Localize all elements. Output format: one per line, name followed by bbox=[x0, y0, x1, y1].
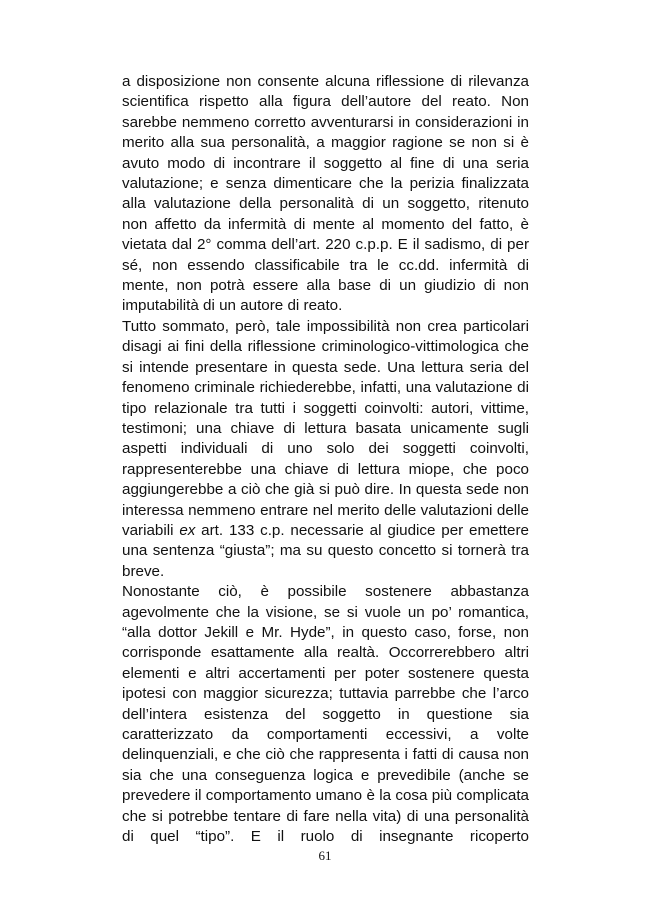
paragraph-1-text: a disposizione non consente alcuna riflessione di rilevanza scientifica rispetto alla figura dell’autore del reato. Non sarebbe nemmeno corretto avventurarsi in considerazioni in merito alla sua personalità, a maggior ragione se non si è avuto modo di incontrare il soggetto al fine di una seria valutazione; e senza dimenticare che la perizia finalizzata alla valutazione della personalità di un soggetto, ritenuto non affetto da infermità di mente al momento del fatto, è vietata dal 2° comma dell’art. 220 c.p.p. E il sadismo, di per sé, non essendo classificabile tra le cc.dd. infermità di mente, non potrà essere alla base di un giudizio di non imputabilità di un autore di reato. bbox=[122, 73, 529, 315]
page-number: 61 bbox=[318, 848, 332, 863]
body-text bbox=[122, 72, 529, 847]
paragraph-2-italic-ex: ex bbox=[179, 521, 196, 539]
paragraph-3-text: Nonostante ciò, è possibile sostenere abbastanza agevolmente che la visione, se si vuole un po’ romantica, “alla dottor Jekill e Mr. Hyde”, in questo caso, forse, non corrisponde esattamente alla realtà. Occorrerebbero altri elementi e altri accertamenti per poter sostenere questa ipotesi con maggior sicurezza; tuttavia parrebbe che l’arco dell’intera esistenza del soggetto in questione sia caratterizzato da comportamenti eccessivi, a volte delinquenziali, e che ciò che rappresenta i fatti di causa non sia che una conseguenza logica e prevedibile (anche se prevedere il comportamento umano è la cosa più complicata che si potrebbe tentare di fare nella vita) di una personalità di quel “tipo”. E il ruolo di insegnante ricoperto bbox=[122, 583, 529, 846]
paragraph-2-text-a: Tutto sommato, però, tale impossibilità non crea particolari disagi ai fini della riflessione criminologico-vittimologica che si intende presentare in questa sede. Una lettura seria del fenomeno criminale richiederebbe, infatti, una valutazione di tipo relazionale tra tutti i soggetti coinvolti: autori, vittime, testimoni; una chiave di lettura basata unicamente sugli aspetti individuali di uno solo dei soggetti coinvolti, rappresenterebbe una chiave di lettura miope, che poco aggiungerebbe a ciò che già si può dire. In questa sede non interessa nemmeno entrare nel merito delle valutazioni delle variabili bbox=[122, 317, 529, 539]
paragraph-3 bbox=[122, 582, 529, 847]
paragraph-1 bbox=[122, 72, 529, 317]
paragraph-2 bbox=[122, 317, 529, 582]
paragraph-2-text-b: art. 133 c.p. necessarie al giudice per emettere una sentenza “giusta”; ma su questo concetto si tornerà tra breve. bbox=[122, 521, 529, 580]
